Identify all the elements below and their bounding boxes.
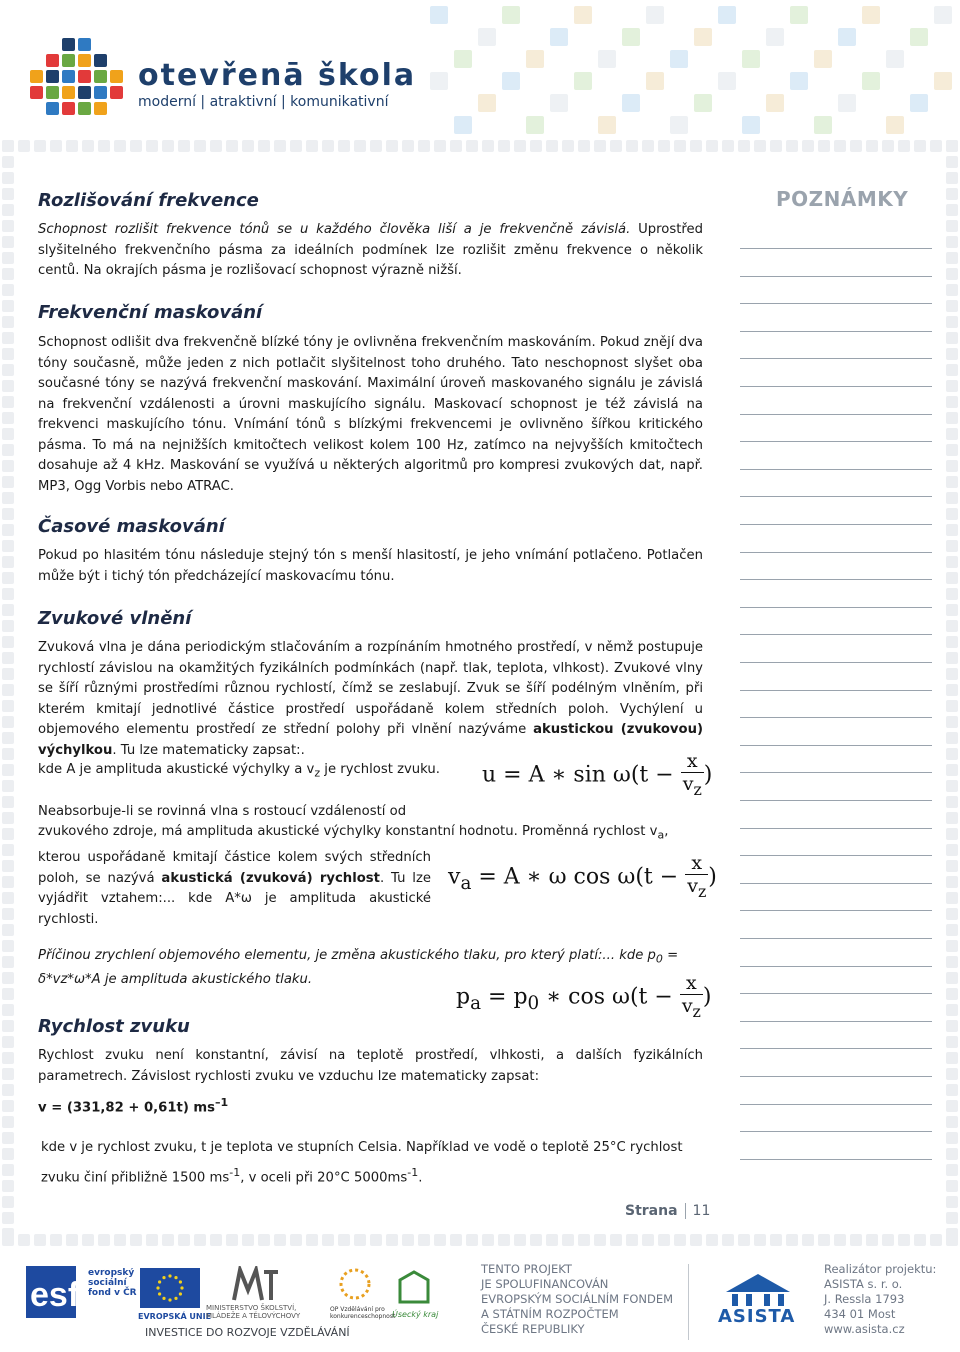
footer-caption: INVESTICE DO ROZVOJE VZDĚLÁVÁNÍ	[145, 1326, 350, 1339]
plane-wave-line-2: zvukového zdroje, má amplituda akustické výchylky konstantní hodnotu. Proměnná rychlost $v_a$,	[38, 824, 669, 842]
section-text: Zvuková vlna je dána periodickým stlačováním a rozpínáním hmotného prostředí, v němž postupuje rychlostí závislou na okamžitých fyzikálních podmínkách (např. tlak, teplota, vlhkost). Zvukové vlny se šíří různými prostředími různou rychlostí, čímž se zeslabují. Zvuk se šíří podélným vlněním, při kterém kmitají jednotlivé částice prostředí uspořádaně kolem středních poloh. Vychýlení u objemového elementu prostředí ze střední polohy při vlnění nazýváme akustickou (zvukovou) výchylkou. Tu lze matematicky zapsat:.	[38, 640, 703, 758]
note-line	[740, 579, 932, 580]
msmt-text: MINISTERSTVO ŠKOLSTVÍ, MLÁDEŽE A TĚLOVÝCHOVY	[206, 1304, 301, 1320]
note-line	[740, 745, 932, 746]
acoustic-velocity-text: kterou uspořádaně kmitají částice kolem svých středních poloh, se nazývá akustická (zvuková) rychlost. Tu lze vyjádřit vztahem:... kde A*ω je amplituda akustické rychlosti.	[38, 850, 432, 927]
note-line	[740, 717, 932, 718]
note-line	[740, 828, 932, 829]
esf-text: evropský sociální fond v ČR	[88, 1268, 137, 1298]
note-line	[740, 331, 932, 332]
footer-line: TENTO PROJEKT	[481, 1262, 572, 1276]
velocity-formula: $v_a = A$ ∗ ω cos ω(t − $\frac{x}{v_z}$ )	[448, 852, 717, 901]
section-sound-wave	[38, 608, 703, 761]
note-line	[740, 248, 932, 249]
section-text: Rychlost zvuku není konstantní, závisí na teplotě prostředí, vlhkosti, a dalších fyzikálních parametrech. Závislost rychlosti zvuku ve vzduchu lze matematicky zapsat:	[38, 1048, 703, 1084]
note-line	[740, 496, 932, 497]
note-line	[740, 469, 932, 470]
note-line	[740, 662, 932, 663]
section-text: Pokud po hlasitém tónu následuje stejný tón s menší hlasitostí, je jeho vnímání potlačeno. Potlačen může být i tichý tón předcházející maskovacímu tónu.	[38, 548, 703, 584]
section-title: Rychlost zvuku	[38, 1016, 190, 1037]
op-logo-icon	[330, 1266, 380, 1306]
footer-line: EVROPSKÝM SOCIÁLNÍM FONDEM	[481, 1292, 674, 1306]
footer-line: ČESKÉ REPUBLIKY	[481, 1322, 585, 1336]
logo-title: otevřenā škola	[138, 58, 417, 93]
footer-line: Realizátor projektu:	[824, 1262, 937, 1276]
section-title: Zvukové vlnění	[38, 608, 192, 629]
footer-line: 434 01 Most	[824, 1307, 896, 1321]
region-logo-icon	[394, 1268, 434, 1308]
note-line	[740, 883, 932, 884]
realizer-text	[824, 1262, 936, 1337]
note-line	[740, 386, 932, 387]
note-line	[740, 1021, 932, 1022]
eu-text: EVROPSKÁ UNIE	[138, 1312, 212, 1321]
note-line	[740, 524, 932, 525]
footer-line: A STÁTNÍM ROZPOČTEM	[481, 1307, 619, 1321]
section-text: Schopnost rozlišit frekvence tónů se u každého člověka liší a je frekvenčně závislá. Uprostřed slyšitelného frekvenčního pásma za ideálních podmínek lze rozlišit změnu frekvence o několik centů. Na okrajích pásma je rozlišovací schopnost výrazně nižší.	[38, 222, 703, 278]
asista-name: ASISTA	[718, 1306, 796, 1327]
footer-line: ASISTA s. r. o.	[824, 1277, 903, 1291]
note-line	[740, 772, 932, 773]
eu-flag-icon	[140, 1268, 200, 1308]
note-line	[740, 910, 932, 911]
note-line	[740, 441, 932, 442]
note-line	[740, 1159, 932, 1160]
pressure-formula: $p_a = p_0$ ∗ cos ω(t − $\frac{x}{v_z}$ )	[456, 972, 712, 1021]
note-line	[740, 1076, 932, 1077]
section-temporal-masking	[38, 516, 703, 587]
section-speed-of-sound	[38, 1016, 703, 1190]
note-line	[740, 634, 932, 635]
footer-line: www.asista.cz	[824, 1322, 905, 1336]
section-title: Frekvenční maskování	[38, 302, 263, 323]
speed-examples: kde v je rychlost zvuku, t je teplota ve stupních Celsia. Například ve vodě o teplotě 25°C rychlost zvuku činí přibližně 1500 $ms^{-1}$, v oceli při 20°C $5000ms^{-1}$.	[41, 1139, 683, 1186]
note-line	[740, 690, 932, 691]
op-text: OP Vzdělávání pro konkurenceschopnost	[330, 1306, 396, 1320]
section-frequency-discrimination	[38, 190, 703, 282]
logo-subtitle: moderní | atraktivní | komunikativní	[138, 94, 389, 110]
amplitude-line: kde A je amplituda akustické výchylky a $v_z$ je rychlost zvuku.	[38, 762, 440, 780]
displacement-formula: u = A ∗ sin ω(t − $\frac{x}{v_z}$ )	[482, 750, 713, 799]
page-number: Strana 11	[625, 1203, 711, 1219]
note-line	[740, 1131, 932, 1132]
section-title: Rozlišování frekvence	[38, 190, 259, 211]
note-line	[740, 993, 932, 994]
note-line	[740, 938, 932, 939]
svg-text:esf: esf	[30, 1276, 80, 1314]
plane-wave-line: Neabsorbuje-li se rovinná vlna s rostoucí vzdáleností od	[38, 804, 407, 819]
section-text: Schopnost odlišit dva frekvenčně blízké tóny je ovlivněna frekvenčním maskováním. Pokud znějí dva tóny současně, může jeden z nich potlačit slyšitelnost toho druhého. Tato neschopnost slyšet oba současné tóny se nazývá frekvenční maskování. Maximální úroveň maskovaného signálu je závislá na frekvenční vzdálenosti a úrovni maskujícího signálu. Maskovací schopnost je též závislá na frekvenci maskujícího tónu. Vnímání tónů s blízkými frekvencemi je ovlivněno šířkou kritického pásma. To má na nejnižších kmitočtech velikost kolem 100 Hz, zatímco na nejvyšších kmitočtech dosahuje až 4 kHz. Maskování se využívá u některých algoritmů pro kompresi zvukových dat, např. MP3, Ogg Vorbis nebo ATRAC.	[38, 335, 703, 494]
note-line	[740, 966, 932, 967]
section-frequency-masking	[38, 302, 703, 497]
note-line	[740, 855, 932, 856]
notes-title: POZNÁMKY	[776, 187, 909, 211]
note-line	[740, 414, 932, 415]
note-line	[740, 1104, 932, 1105]
note-line	[740, 552, 932, 553]
footer-line: JE SPOLUFINANCOVÁN	[481, 1277, 609, 1291]
note-line	[740, 276, 932, 277]
project-funding-text	[481, 1262, 673, 1337]
note-line	[740, 800, 932, 801]
footer-divider	[688, 1264, 689, 1340]
note-line	[740, 1048, 932, 1049]
msmt-logo-icon	[230, 1266, 280, 1304]
acoustic-pressure-text: Příčinou zrychlení objemového elementu, je změna akustického tlaku, pro který platí:... kde $p_0$ = δ*vz*ω*A je amplituda akustického tlaku.	[38, 948, 679, 988]
section-title: Časové maskování	[38, 516, 225, 537]
note-line	[740, 303, 932, 304]
note-line	[740, 607, 932, 608]
note-line	[740, 358, 932, 359]
school-logo-icon	[30, 38, 130, 118]
speed-formula: v = (331,82 + 0,61t) $ms^{-1}$	[38, 1096, 229, 1116]
region-text: Úsecký kraj	[392, 1310, 439, 1319]
footer-line: J. Ressla 1793	[824, 1292, 905, 1306]
